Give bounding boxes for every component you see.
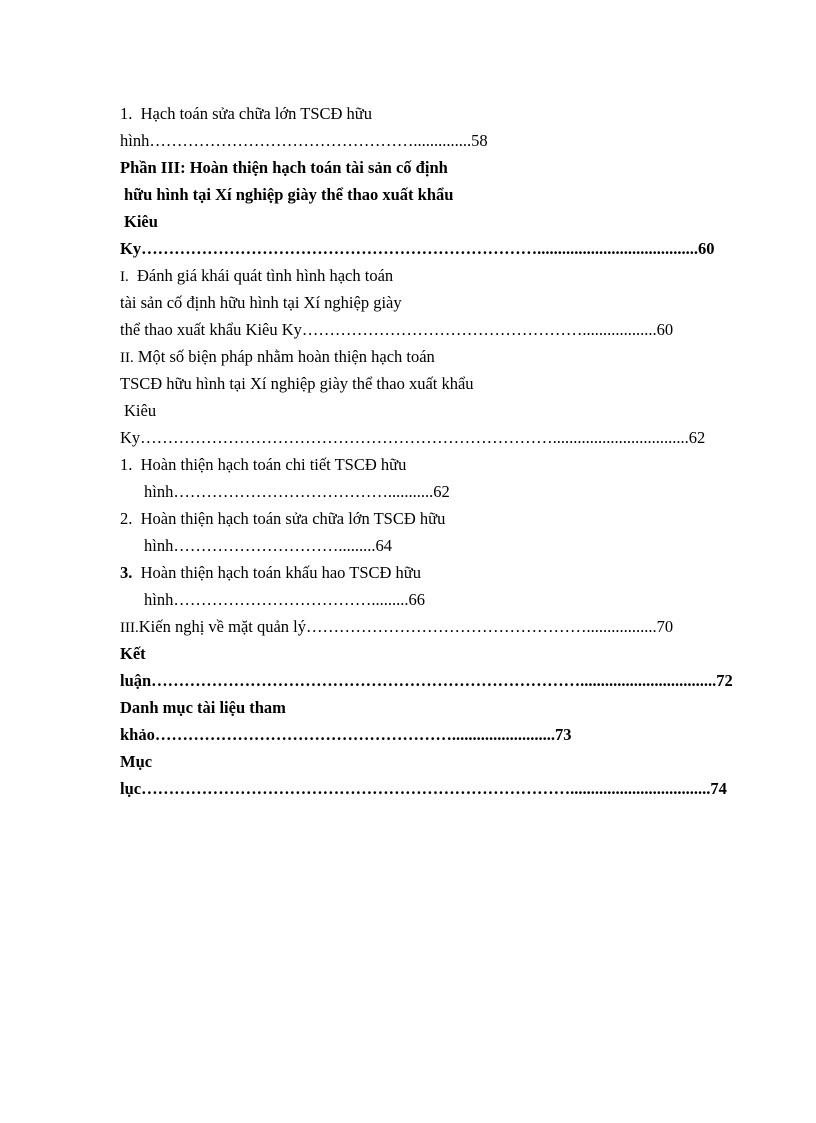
references-page: khảo……………………………………………….........................73 [120, 725, 572, 744]
toc-text: Kiến nghị về mặt quản lý…………………………………………….................70 [138, 617, 674, 636]
toc-number: 1. [120, 455, 133, 474]
toc-text: Đánh giá khái quát tình hình hạch toán [137, 266, 394, 285]
toc-entry-II-cont-2: Kiêu [124, 401, 157, 420]
toc-text: Hạch toán sửa chữa lớn TSCĐ hữu [140, 104, 373, 123]
toc-entry-II-2-page: hình………………………….........64 [144, 536, 392, 555]
toc-entry-II-1-page: hình…………………………………...........62 [144, 482, 450, 501]
toc-entry-III [120, 617, 673, 638]
toc-entry-1-page: hình…………………………………………..............58 [120, 131, 488, 150]
toc-text: Hoàn thiện hạch toán chi tiết TSCĐ hữu [140, 455, 407, 474]
toc-text: Một số biện pháp nhằm hoàn thiện hạch toán [137, 347, 435, 366]
part-3-title-cont: hữu hình tại Xí nghiệp giày thể thao xuất khẩu [124, 185, 454, 204]
toc-entry-II-page: Ky………………………………………………………………….................................62 [120, 428, 706, 447]
toc-text: Hoàn thiện hạch toán sửa chữa lớn TSCĐ hữu [140, 509, 446, 528]
toc-entry-I-cont: tài sản cố định hữu hình tại Xí nghiệp giày [120, 293, 402, 312]
part-3-page: Ky……………………………………………………………….......................................60 [120, 239, 715, 258]
toc-entry-II-1 [120, 455, 406, 475]
toc-number: 3. [120, 563, 133, 582]
toc-entry-II-2 [120, 509, 445, 529]
toc-number: 1. [120, 104, 133, 123]
contents-page: lục……………………………………………………………………..................................74 [120, 779, 727, 798]
contents-heading: Mục [120, 752, 153, 771]
toc-entry-I-page: thể thao xuất khẩu Kiêu Ky……………………………………………..................60 [120, 320, 674, 339]
toc-number: III. [120, 620, 139, 636]
toc-text: Hoàn thiện hạch toán khấu hao TSCĐ hữu [140, 563, 422, 582]
part-3-title-cont-2: Kiêu [124, 212, 158, 231]
toc-entry-1-heading [120, 104, 372, 124]
toc-entry-II-3-page: hình……………………………….........66 [144, 590, 425, 609]
toc-number: 2. [120, 509, 133, 528]
toc-entry-II [120, 347, 435, 368]
toc-entry-I [120, 266, 393, 287]
conclusion-page: luận…………………………………………………………………….................................72 [120, 671, 733, 690]
conclusion-heading: Kết [120, 644, 146, 663]
part-3-title: Phần III: Hoàn thiện hạch toán tài sản cố định [120, 158, 448, 177]
references-heading: Danh mục tài liệu tham [120, 698, 286, 717]
toc-number: II. [120, 350, 134, 366]
toc-entry-II-3 [120, 563, 421, 583]
toc-number: I. [120, 269, 129, 285]
toc-entry-II-cont: TSCĐ hữu hình tại Xí nghiệp giày thể thao xuất khẩu [120, 374, 474, 393]
